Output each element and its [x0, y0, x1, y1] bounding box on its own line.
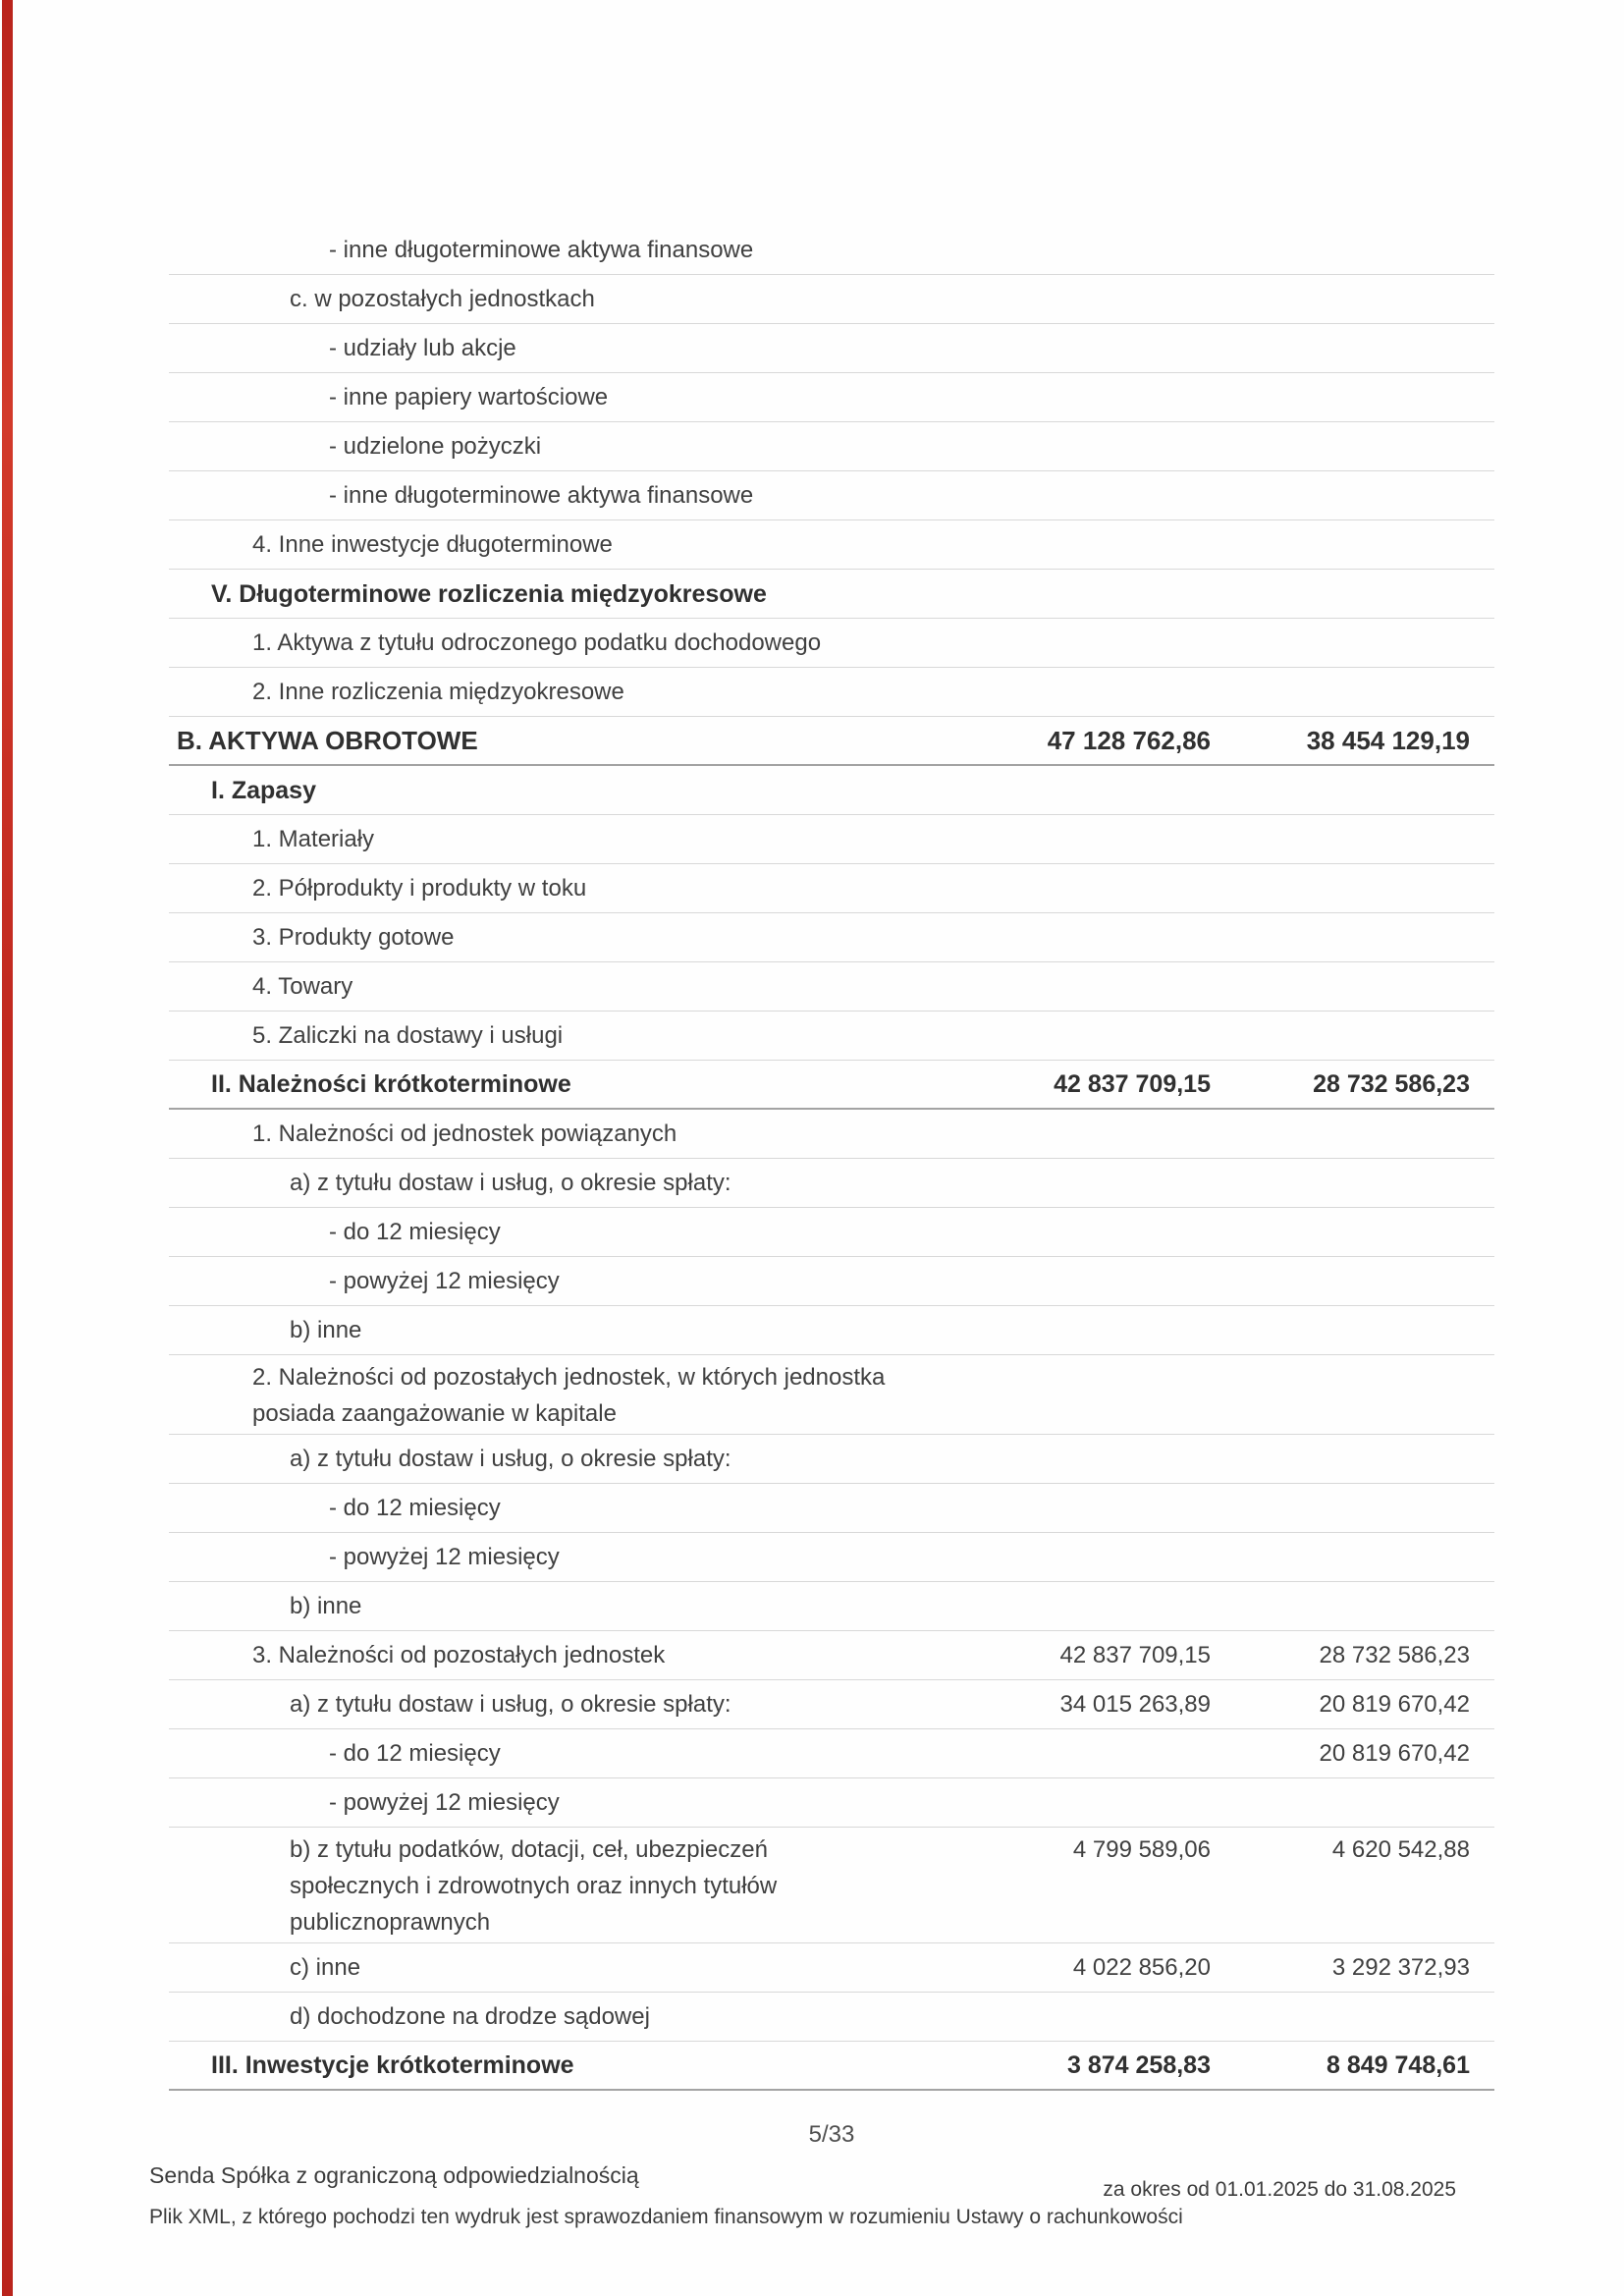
table-row: [169, 962, 1494, 1011]
row-label: - do 12 miesięcy: [329, 1739, 501, 1767]
table-row: [169, 1061, 1494, 1110]
row-label: d) dochodzone na drodze sądowej: [290, 2002, 650, 2030]
table-row: [169, 1011, 1494, 1061]
row-label: - powyżej 12 miesięcy: [329, 1788, 560, 1816]
table-row: [169, 1208, 1494, 1257]
row-label: a) z tytułu dostaw i usług, o okresie spłaty:: [290, 1690, 731, 1718]
table-row: [169, 422, 1494, 471]
table-row: [169, 1582, 1494, 1631]
row-label: - inne długoterminowe aktywa finansowe: [329, 236, 754, 263]
table-row: [169, 1943, 1494, 1993]
table-row: [169, 619, 1494, 668]
table-row: [169, 1257, 1494, 1306]
row-value-current-period: 34 015 263,89: [1059, 1690, 1211, 1718]
row-value-current-period: 42 837 709,15: [1059, 1641, 1211, 1668]
row-label: - udzielone pożyczki: [329, 432, 542, 460]
row-value-current-period: 42 837 709,15: [1054, 1070, 1211, 1098]
row-label: - udziały lub akcje: [329, 334, 516, 361]
row-label: - powyżej 12 miesięcy: [329, 1267, 560, 1294]
page-number: 5/33: [808, 2121, 855, 2148]
table-row: [169, 1778, 1494, 1828]
row-value-previous-period: 38 454 129,19: [1306, 726, 1470, 755]
table-row: [169, 1993, 1494, 2042]
row-label: 3. Produkty gotowe: [252, 923, 455, 951]
row-label: - do 12 miesięcy: [329, 1218, 501, 1245]
table-row: [169, 864, 1494, 913]
table-row: [169, 570, 1494, 619]
row-label: 2. Należności od pozostałych jednostek, w których jednostka posiada zaangażowanie w kapitale: [252, 1364, 886, 1427]
row-value-previous-period: 28 732 586,23: [1319, 1641, 1470, 1668]
row-value-previous-period: 3 292 372,93: [1331, 1953, 1470, 1981]
table-row: [169, 1484, 1494, 1533]
table-row: [169, 668, 1494, 717]
xml-note: Plik XML, z którego pochodzi ten wydruk jest sprawozdaniem finansowym w rozumieniu Ustawy o rachunkowości: [149, 2206, 1183, 2228]
table-row: [169, 1729, 1494, 1778]
table-row: [169, 520, 1494, 570]
row-value-previous-period: 20 819 670,42: [1319, 1690, 1470, 1718]
table-row: [169, 471, 1494, 520]
row-label: b) inne: [290, 1316, 362, 1343]
reporting-period: za okres od 01.01.2025 do 31.08.2025: [1103, 2178, 1456, 2201]
table-row: [169, 373, 1494, 422]
table-row: [169, 226, 1494, 275]
row-value-current-period: 3 874 258,83: [1067, 2051, 1211, 2079]
row-label: a) z tytułu dostaw i usług, o okresie spłaty:: [290, 1169, 731, 1196]
table-row: [169, 1680, 1494, 1729]
row-value-previous-period: 28 732 586,23: [1313, 1070, 1470, 1098]
row-label: V. Długoterminowe rozliczenia międzyokresowe: [211, 579, 767, 608]
row-value-current-period: 47 128 762,86: [1047, 726, 1211, 755]
table-row: [169, 766, 1494, 815]
row-label: 1. Należności od jednostek powiązanych: [252, 1120, 677, 1147]
table-row: [169, 1435, 1494, 1484]
row-label: III. Inwestycje krótkoterminowe: [211, 2051, 574, 2079]
row-label: a) z tytułu dostaw i usług, o okresie spłaty:: [290, 1445, 731, 1472]
table-row: [169, 324, 1494, 373]
table-row: [169, 815, 1494, 864]
row-label: - powyżej 12 miesięcy: [329, 1543, 560, 1570]
table-row: [169, 1110, 1494, 1159]
table-row: [169, 1306, 1494, 1355]
row-label: 3. Należności od pozostałych jednostek: [252, 1641, 666, 1668]
row-label: 4. Towary: [252, 972, 353, 1000]
row-value-current-period: 4 022 856,20: [1072, 1953, 1211, 1981]
row-label: II. Należności krótkoterminowe: [211, 1070, 571, 1098]
table-row: [169, 913, 1494, 962]
row-label: b) inne: [290, 1592, 362, 1619]
row-value-current-period: 4 799 589,06: [1072, 1836, 1211, 1863]
row-label: 2. Inne rozliczenia międzyokresowe: [252, 678, 624, 705]
row-label: 1. Aktywa z tytułu odroczonego podatku dochodowego: [252, 629, 822, 656]
row-label: 2. Półprodukty i produkty w toku: [252, 874, 587, 902]
row-label: - do 12 miesięcy: [329, 1494, 501, 1521]
table-row: [169, 275, 1494, 324]
table-row: [169, 1355, 1494, 1435]
table-row: [169, 1533, 1494, 1582]
row-label: B. AKTYWA OBROTOWE: [177, 726, 478, 755]
row-label: 5. Zaliczki na dostawy i usługi: [252, 1021, 564, 1049]
row-label: c. w pozostałych jednostkach: [290, 285, 595, 312]
row-label: 1. Materiały: [252, 825, 375, 852]
row-label: - inne długoterminowe aktywa finansowe: [329, 481, 754, 509]
row-value-previous-period: 20 819 670,42: [1319, 1739, 1470, 1767]
row-label: c) inne: [290, 1953, 361, 1981]
row-label: b) z tytułu podatków, dotacji, ceł, ubezpieczeń społecznych i zdrowotnych oraz innych tytułów publicznoprawnych: [290, 1836, 778, 1936]
table-row: [169, 1159, 1494, 1208]
row-label: 4. Inne inwestycje długoterminowe: [252, 530, 613, 558]
balance-sheet-table: [169, 226, 1494, 2091]
company-name: Senda Spółka z ograniczoną odpowiedzialnością: [149, 2162, 639, 2188]
table-row: [169, 2042, 1494, 2091]
table-row: [169, 1631, 1494, 1680]
table-row: [169, 717, 1494, 766]
scan-edge-artifact: [2, 0, 13, 2296]
row-value-previous-period: 8 849 748,61: [1326, 2051, 1470, 2079]
row-label: I. Zapasy: [211, 776, 316, 804]
row-value-previous-period: 4 620 542,88: [1331, 1836, 1470, 1863]
row-label: - inne papiery wartościowe: [329, 383, 609, 410]
table-row: [169, 1828, 1494, 1943]
